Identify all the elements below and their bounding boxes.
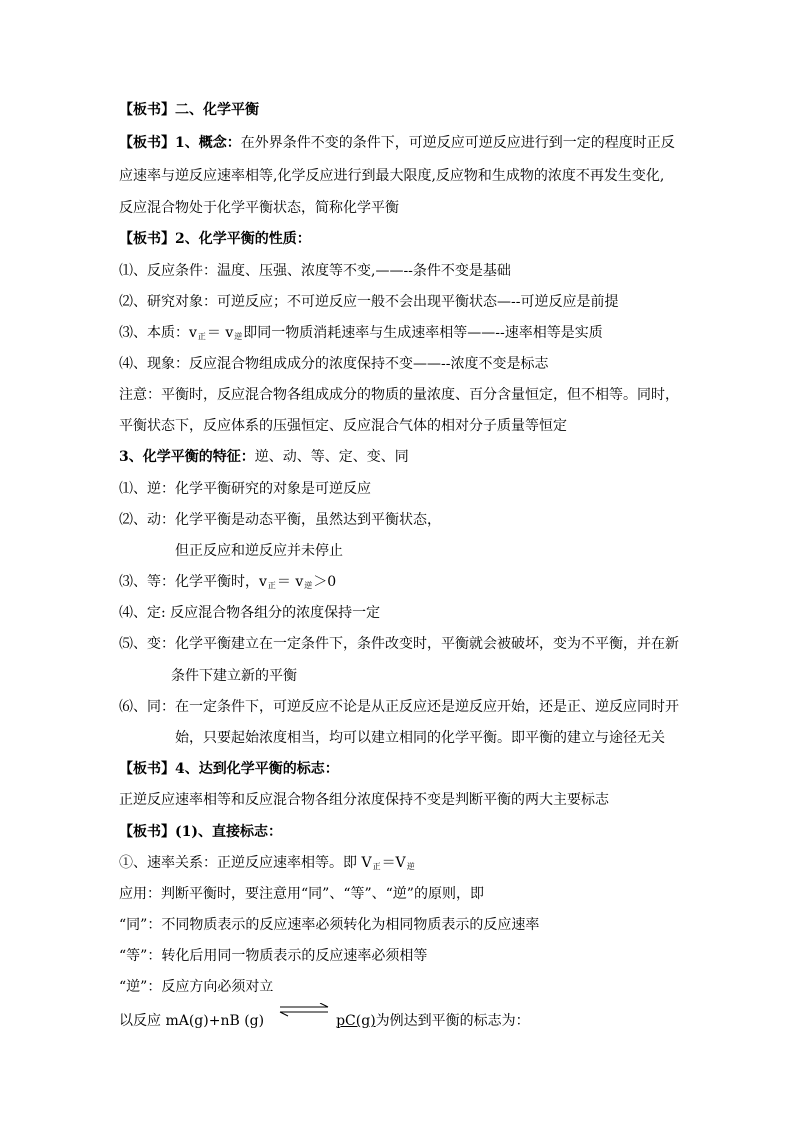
heading-chemical-equilibrium: 【板书】二、化学平衡 [119, 102, 259, 118]
rule-opposite: “逆”：反应方向必须对立 [119, 979, 274, 995]
signs-summary: 正逆反应速率相等和反应混合物各组分浓度保持不变是判断平衡的两大主要标志 [119, 792, 609, 808]
characteristic-5-cont: 条件下建立新的平衡 [171, 668, 297, 684]
property-3: ⑶、本质：$v_正= v_逆$即同一物质消耗速率与生成速率相等——--速率相等是实质 [119, 325, 603, 341]
equilibrium-arrows-icon [278, 1009, 330, 1023]
characteristic-2: ⑵、动：化学平衡是动态平衡，虽然达到平衡状态， [119, 512, 441, 528]
rule-equal: “等”：转化后用同一物质表示的反应速率必须相等 [119, 948, 428, 964]
heading-characteristics: 3、化学平衡的特征：逆、动、等、定、变、同 [119, 449, 409, 465]
concept-line-2: 应速率与逆反应速率相等,化学反应进行到最大限度,反应物和生成物的浓度不再发生变化, [119, 168, 665, 184]
characteristic-3: ⑶、等：化学平衡时，$v_正= v_逆>0$ [119, 574, 337, 590]
characteristic-1: ⑴、逆：化学平衡研究的对象是可逆反应 [119, 481, 371, 497]
heading-properties: 【板书】2、化学平衡的性质： [119, 231, 311, 247]
characteristic-4: ⑷、定: 反应混合物各组分的浓度保持一定 [119, 605, 381, 621]
property-2: ⑵、研究对象：可逆反应；不可逆反应一般不会出现平衡状态—--可逆反应是前提 [119, 294, 619, 310]
characteristic-2-cont: 但正反应和逆反应并未停止 [175, 543, 343, 559]
property-4: ⑷、现象：反应混合物组成成分的浓度保持不变——--浓度不变是标志 [119, 356, 549, 372]
characteristic-6-cont: 始，只要起始浓度相当，均可以建立相同的化学平衡。即平衡的建立与途径无关 [175, 730, 665, 746]
concept-line-3: 反应混合物处于化学平衡状态，简称化学平衡 [119, 200, 399, 216]
characteristic-6: ⑹、同：在一定条件下，可逆反应不论是从正反应还是逆反应开始，还是正、逆反应同时开 [119, 699, 679, 715]
reaction-example: 以反应 mA(g)+nB (g) pC(g)为例达到平衡的标志为： [119, 1009, 530, 1031]
note-line-2: 平衡状态下，反应体系的压强恒定、反应混合气体的相对分子质量等恒定 [119, 418, 567, 434]
rate-relation: ①、速率关系：正逆反应速率相等。即 $V_正=V_逆$ [119, 855, 415, 871]
heading-equilibrium-signs: 【板书】4、达到化学平衡的标志： [119, 761, 339, 777]
note-line-1: 注意：平衡时，反应混合物各组成成分的物质的量浓度、百分含量恒定，但不相等。同时， [119, 387, 679, 403]
application-line: 应用：判断平衡时，要注意用“同”、“等”、“逆”的原则，即 [119, 886, 484, 902]
characteristic-5: ⑸、变：化学平衡建立在一定条件下，条件改变时，平衡就会被破坏，变为不平衡，并在新 [119, 636, 679, 652]
property-1: ⑴、反应条件：温度、压强、浓度等不变,——--条件不变是基础 [119, 263, 511, 279]
concept-line-1: 【板书】1、概念：在外界条件不变的条件下，可逆反应可逆反应进行到一定的程度时正反 [119, 135, 675, 151]
rule-same: “同”：不同物质表示的反应速率必须转化为相同物质表示的反应速率 [119, 917, 540, 933]
heading-direct-signs: 【板书】(1)、直接标志： [119, 824, 282, 840]
